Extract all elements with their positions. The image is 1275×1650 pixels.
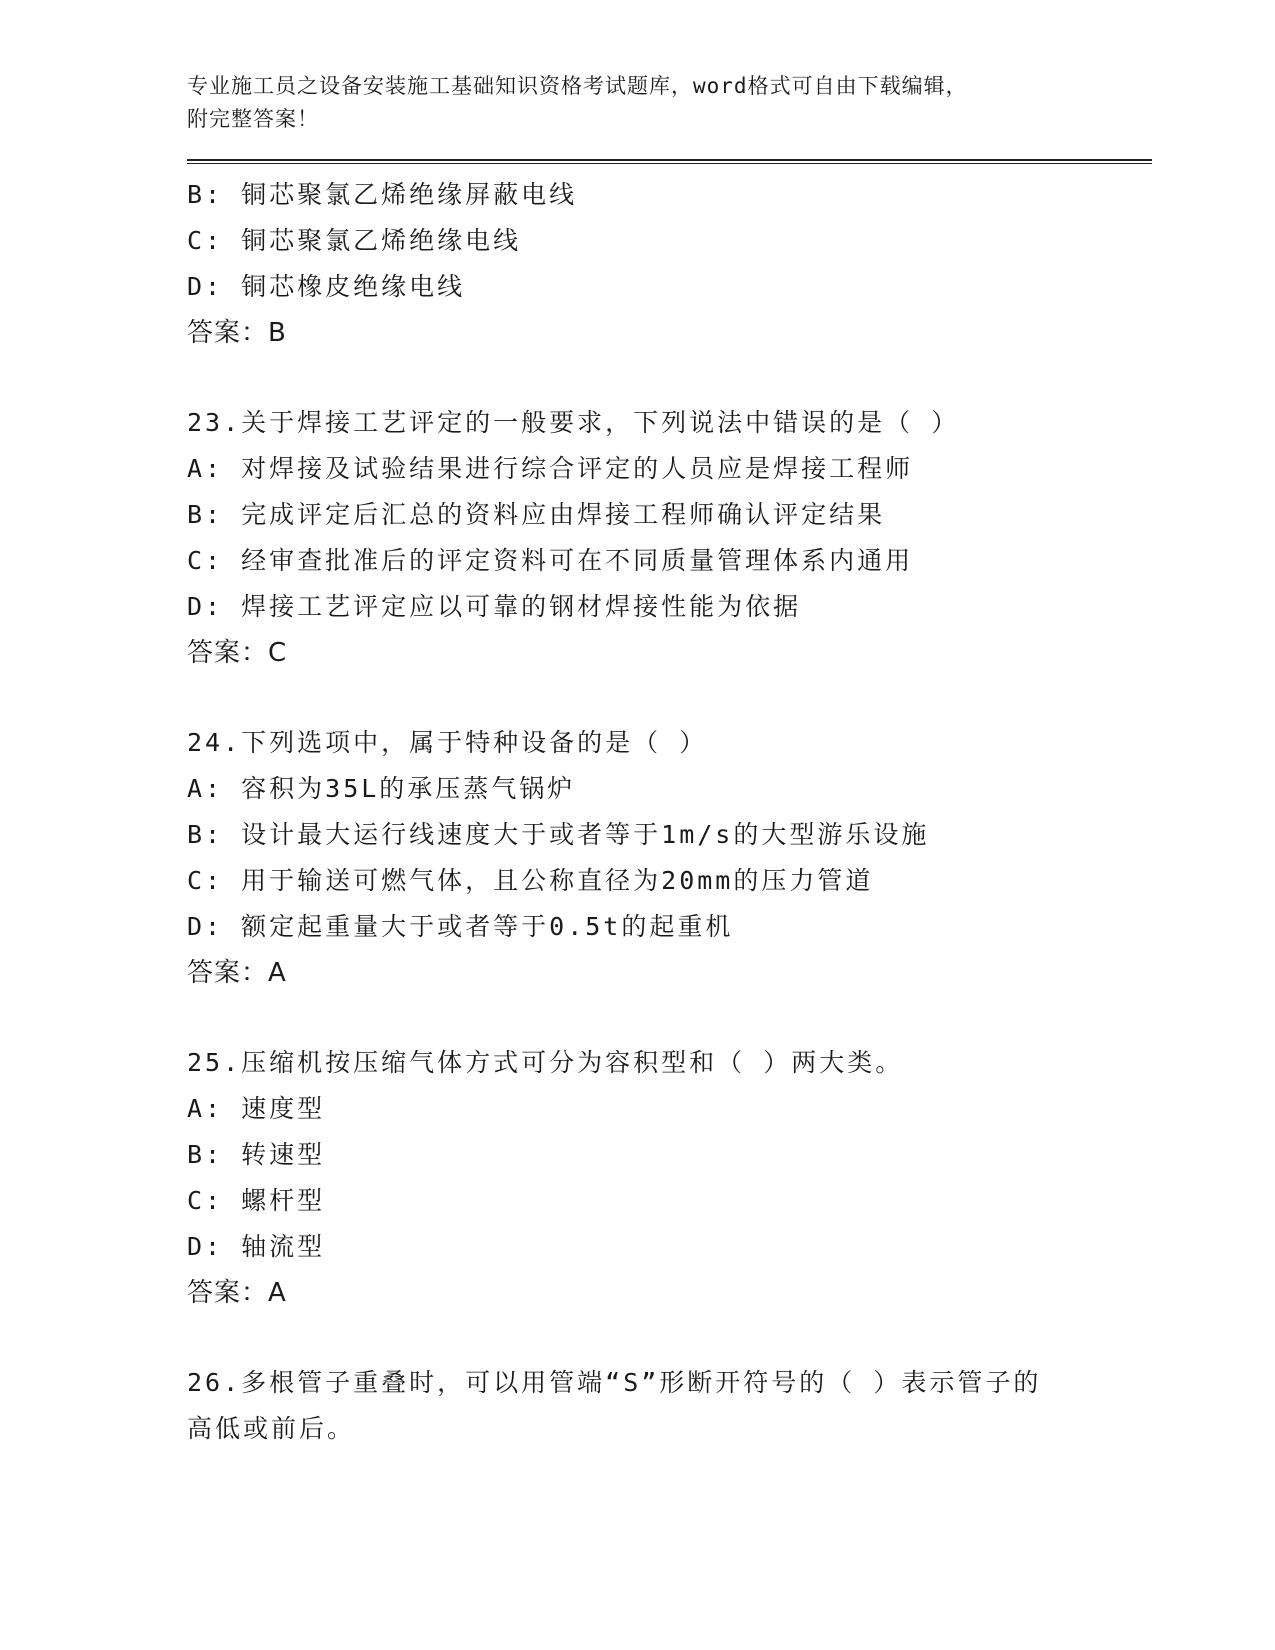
question-list — [187, 172, 1152, 1452]
header-divider — [187, 159, 1152, 164]
option-d: D: 焊接工艺评定应以可靠的钢材焊接性能为依据 — [187, 592, 802, 621]
option-d: D: 轴流型 — [187, 1232, 326, 1261]
question-text: 24.下列选项中，属于特种设备的是（ ） — [187, 728, 708, 757]
option-a: A: 容积为35L的承压蒸气锅炉 — [187, 774, 576, 803]
option-c: C: 经审查批准后的评定资料可在不同质量管理体系内通用 — [187, 546, 914, 575]
option-b: B: 铜芯聚氯乙烯绝缘屏蔽电线 — [187, 180, 578, 209]
option-b: B: 转速型 — [187, 1140, 326, 1169]
question-text: 23.关于焊接工艺评定的一般要求，下列说法中错误的是（ ） — [187, 408, 960, 437]
question-26 — [187, 1360, 1152, 1452]
answer: 答案：C — [187, 638, 288, 668]
answer: 答案：A — [187, 1278, 287, 1308]
question-22-tail — [187, 172, 1152, 356]
answer: 答案：B — [187, 318, 287, 348]
header-line-2: 附完整答案！ — [187, 107, 319, 131]
option-c: C: 用于输送可燃气体，且公称直径为20mm的压力管道 — [187, 866, 874, 895]
header-line-1: 专业施工员之设备安装施工基础知识资格考试题库，word格式可自由下载编辑， — [187, 74, 968, 98]
answer: 答案：A — [187, 958, 287, 988]
question-24 — [187, 720, 1152, 996]
document-header — [187, 70, 1152, 136]
option-d: D: 铜芯橡皮绝缘电线 — [187, 272, 466, 301]
question-25 — [187, 1040, 1152, 1316]
document-page — [187, 70, 1152, 1452]
option-a: A: 对焊接及试验结果进行综合评定的人员应是焊接工程师 — [187, 454, 914, 483]
option-c: C: 螺杆型 — [187, 1186, 326, 1215]
question-text-line-2: 高低或前后。 — [187, 1414, 356, 1443]
option-a: A: 速度型 — [187, 1094, 326, 1123]
option-d: D: 额定起重量大于或者等于0.5t的起重机 — [187, 912, 734, 941]
question-text: 25.压缩机按压缩气体方式可分为容积型和（ ）两大类。 — [187, 1048, 904, 1077]
option-c: C: 铜芯聚氯乙烯绝缘电线 — [187, 226, 522, 255]
question-23 — [187, 400, 1152, 676]
option-b: B: 完成评定后汇总的资料应由焊接工程师确认评定结果 — [187, 500, 886, 529]
option-b: B: 设计最大运行线速度大于或者等于1m/s的大型游乐设施 — [187, 820, 930, 849]
question-text-line-1: 26.多根管子重叠时，可以用管端“S”形断开符号的（ ）表示管子的 — [187, 1368, 1042, 1397]
